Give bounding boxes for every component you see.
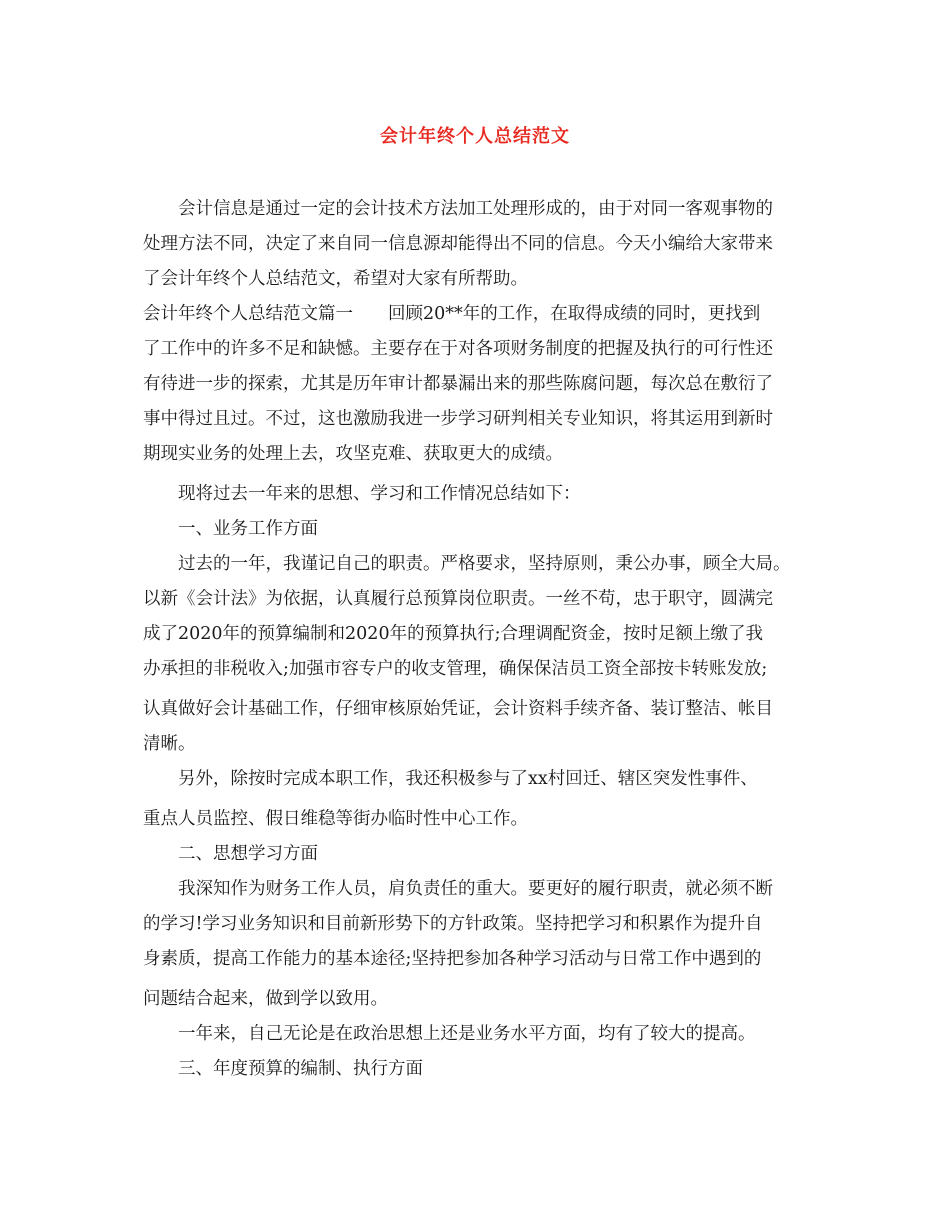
- paragraph-line: 会计信息是通过一定的会计技术方法加工处理形成的，由于对同一客观事物的: [178, 199, 773, 219]
- paragraph-line: 成了2020年的预算编制和2020年的预算执行;合理调配资金，按时足额上缴了我: [143, 624, 763, 644]
- paragraph-line: 身素质，提高工作能力的基本途径;坚持把参加各种学习活动与日常工作中遇到的: [143, 949, 762, 969]
- paragraph-line: 期现实业务的处理上去，攻坚克难、获取更大的成绩。: [143, 444, 563, 464]
- section-heading: 三、年度预算的编制、执行方面: [178, 1059, 423, 1079]
- paragraph-line: 有待进一步的探索，尤其是历年审计都暴漏出来的那些陈腐问题，每次总在敷衍了: [143, 374, 773, 394]
- paragraph-line: 一年来，自己无论是在政治思想上还是业务水平方面，均有了较大的提高。: [178, 1024, 756, 1044]
- paragraph-line: 过去的一年，我谨记自己的职责。严格要求，坚持原则，秉公办事，顾全大局。: [178, 554, 791, 574]
- paragraph-line: 办承担的非税收入;加强市容专户的收支管理，确保保洁员工资全部按卡转账发放;: [143, 659, 768, 679]
- section-heading: 二、思想学习方面: [178, 844, 318, 864]
- paragraph-line: 现将过去一年来的思想、学习和工作情况总结如下：: [178, 484, 581, 504]
- paragraph-line: 问题结合起来，做到学以致用。: [143, 989, 388, 1009]
- paragraph-line: 会计年终个人总结范文篇一 回顾20**年的工作，在取得成绩的同时，更找到: [143, 304, 761, 324]
- paragraph-line: 另外，除按时完成本职工作，我还积极参与了xx村回迁、辖区突发性事件、: [178, 769, 758, 789]
- section-heading: 一、业务工作方面: [178, 519, 318, 539]
- paragraph-line: 事中得过且过。不过，这也激励我进一步学习研判相关专业知识，将其运用到新时: [143, 409, 773, 429]
- document-title: 会计年终个人总结范文: [380, 126, 570, 147]
- paragraph-line: 了会计年终个人总结范文，希望对大家有所帮助。: [143, 269, 528, 289]
- paragraph-line: 重点人员监控、假日维稳等街办临时性中心工作。: [143, 809, 528, 829]
- paragraph-line: 认真做好会计基础工作，仔细审核原始凭证，会计资料手续齐备、装订整洁、帐目: [143, 699, 773, 719]
- paragraph-line: 了工作中的许多不足和缺憾。主要存在于对各项财务制度的把握及执行的可行性还: [143, 339, 773, 359]
- paragraph-line: 我深知作为财务工作人员，肩负责任的重大。要更好的履行职责，就必须不断: [178, 879, 773, 899]
- paragraph-line: 以新《会计法》为依据，认真履行总预算岗位职责。一丝不苟，忠于职守，圆满完: [143, 589, 773, 609]
- paragraph-line: 处理方法不同，决定了来自同一信息源却能得出不同的信息。今天小编给大家带来: [143, 234, 773, 254]
- paragraph-line: 的学习!学习业务知识和目前新形势下的方针政策。坚持把学习和积累作为提升自: [143, 914, 763, 934]
- paragraph-line: 清晰。: [143, 734, 196, 754]
